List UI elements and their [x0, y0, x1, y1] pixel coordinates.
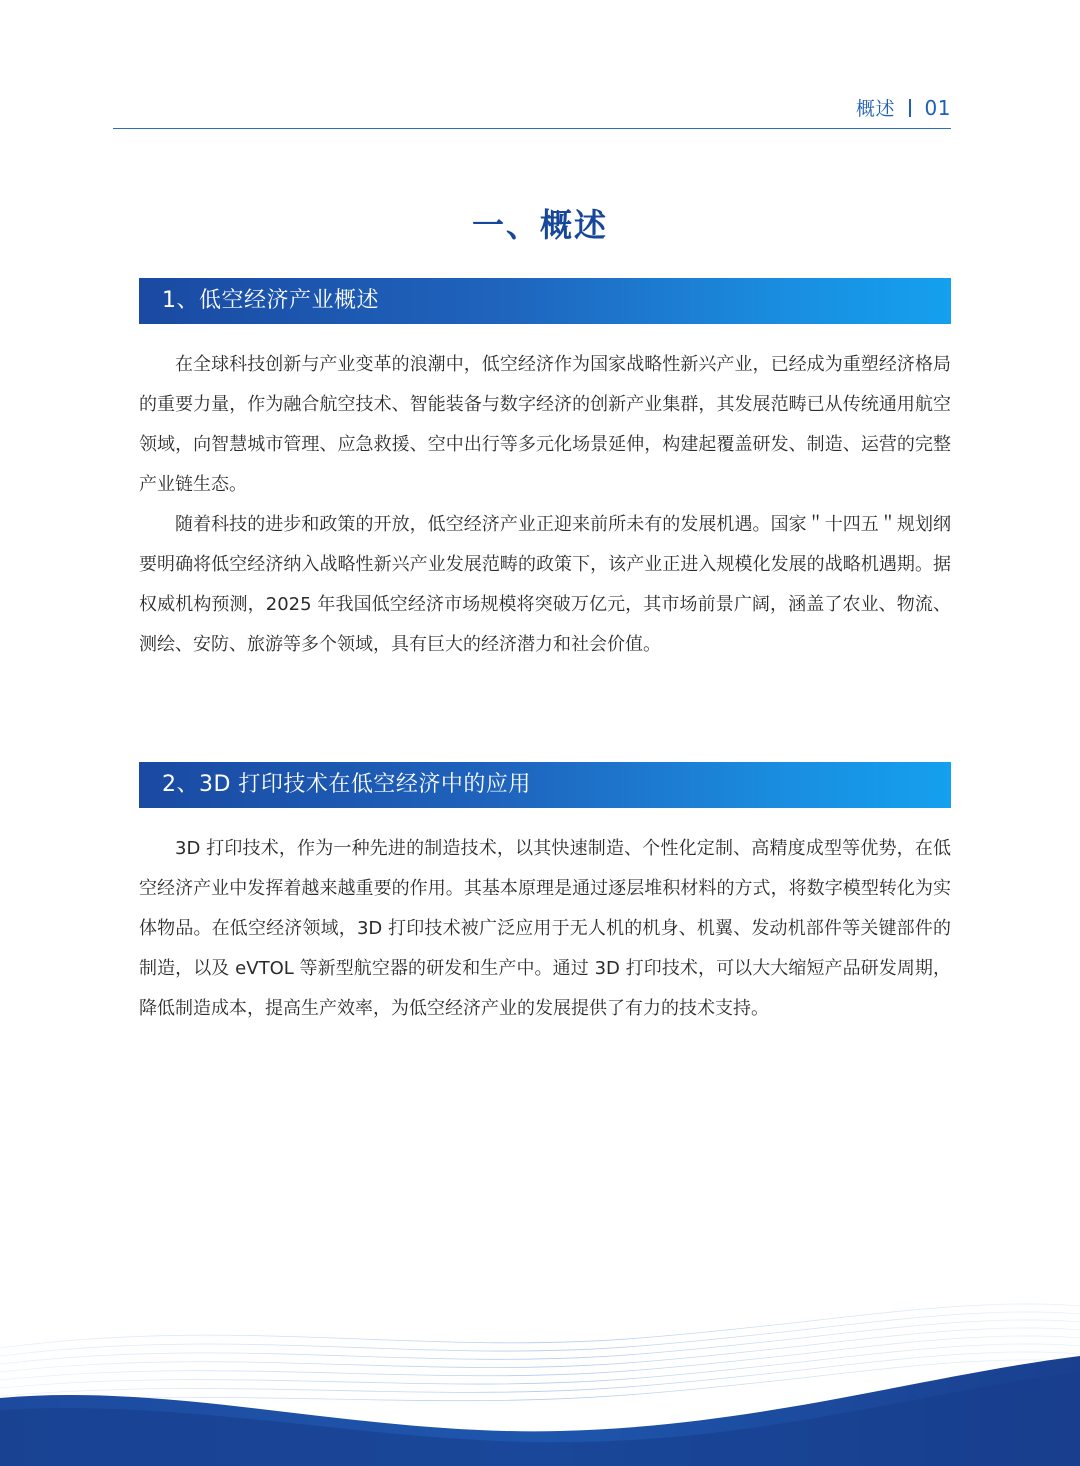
- paragraph: 3D 打印技术，作为一种先进的制造技术，以其快速制造、个性化定制、高精度成型等优势，在低空经济产业中发挥着越来越重要的作用。其基本原理是通过逐层堆积材料的方式，将数字模型转化为实体物品。在低空经济领域，3D 打印技术被广泛应用于无人机的机身、机翼、发动机部件等关键部件的制造，以及 eVTOL 等新型航空器的研发和生产中。通过 3D 打印技术，可以大大缩短产品研发周期，降低制造成本，提高生产效率，为低空经济产业的发展提供了有力的技术支持。: [139, 838, 951, 1019]
- page-number: 01: [924, 96, 951, 120]
- section-heading-1: 1、低空经济产业概述: [139, 278, 951, 324]
- paragraph: 在全球科技创新与产业变革的浪潮中，低空经济作为国家战略性新兴产业，已经成为重塑经济格局的重要力量，作为融合航空技术、智能装备与数字经济的创新产业集群，其发展范畴已从传统通用航空领域，向智慧城市管理、应急救援、空中出行等多元化场景延伸，构建起覆盖研发、制造、运营的完整产业链生态。: [139, 354, 951, 495]
- header-section-label: 概述: [856, 98, 896, 120]
- section-heading-2: 2、3D 打印技术在低空经济中的应用: [139, 762, 951, 808]
- section-body-1: [139, 345, 951, 665]
- chapter-title: 一、概述: [471, 206, 608, 244]
- section-body-2: [139, 829, 951, 1029]
- paragraph: 随着科技的进步和政策的开放，低空经济产业正迎来前所未有的发展机遇。国家＂十四五＂规划纲要明确将低空经济纳入战略性新兴产业发展范畴的政策下，该产业正进入规模化发展的战略机遇期。据权威机构预测，2025 年我国低空经济市场规模将突破万亿元，其市场前景广阔，涵盖了农业、物流、测绘、安防、旅游等多个领域，具有巨大的经济潜力和社会价值。: [139, 514, 951, 655]
- running-header: [113, 88, 951, 129]
- decorative-wave-footer: [0, 1286, 1080, 1466]
- header-divider: [909, 99, 911, 117]
